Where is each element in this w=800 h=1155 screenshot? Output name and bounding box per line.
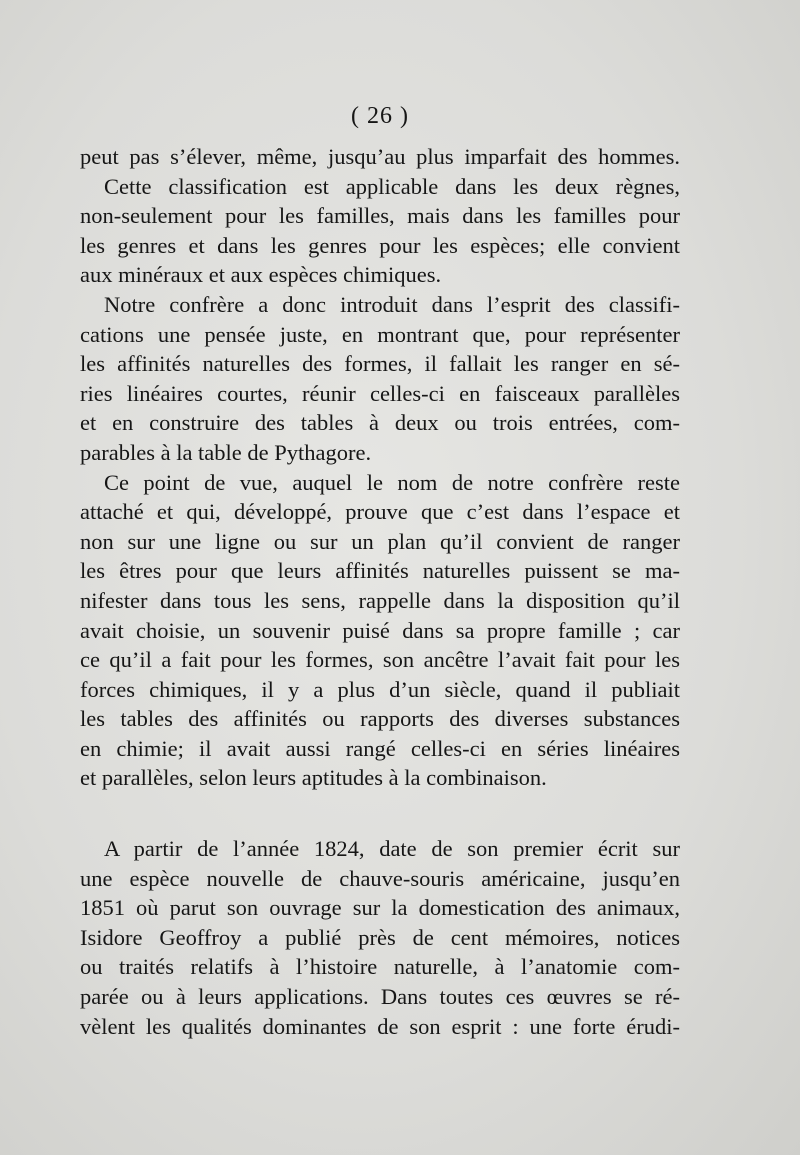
- text-line: ou traités relatifs à l’histoire naturelle, à l’anatomie com-: [80, 954, 680, 980]
- text-line: les affinités naturelles des formes, il fallait les ranger en sé-: [80, 351, 680, 377]
- text-block-1: [80, 142, 680, 793]
- text-line: non-seulement pour les familles, mais dans les familles pour: [80, 203, 680, 229]
- text-line: parables à la table de Pythagore.: [80, 439, 372, 465]
- text-line: Cette classification est applicable dans les deux règnes,: [104, 173, 680, 199]
- text-line: et en construire des tables à deux ou trois entrées, com-: [80, 410, 680, 436]
- page-number: ( 26 ): [351, 103, 409, 129]
- text-line: A partir de l’année 1824, date de son premier écrit sur: [104, 836, 680, 861]
- text-line: 1851 où parut son ouvrage sur la domestication des animaux,: [80, 895, 680, 921]
- text-line: les tables des affinités ou rapports des diverses substances: [80, 706, 680, 732]
- text-line: Notre confrère a donc introduit dans l’esprit des classifi-: [104, 291, 680, 317]
- text-line: et parallèles, selon leurs aptitudes à la combinaison.: [80, 765, 547, 791]
- text-line: nifester dans tous les sens, rappelle dans la disposition qu’il: [80, 587, 680, 613]
- text-line: vèlent les qualités dominantes de son esprit : une forte érudi-: [80, 1013, 680, 1039]
- text-line: Ce point de vue, auquel le nom de notre confrère reste: [104, 469, 680, 495]
- text-line: attaché et qui, développé, prouve que c’est dans l’espace et: [80, 499, 680, 525]
- text-line: ce qu’il a fait pour les formes, son ancêtre l’avait fait pour les: [80, 647, 680, 673]
- text-line: Isidore Geoffroy a publié près de cent mémoires, notices: [80, 924, 680, 950]
- text-line: en chimie; il avait aussi rangé celles-ci en séries linéaires: [80, 735, 680, 761]
- text-line: peut pas s’élever, même, jusqu’au plus imparfait des hommes.: [80, 144, 680, 169]
- text-line: aux minéraux et aux espèces chimiques.: [80, 262, 442, 288]
- text-line: non sur une ligne ou sur un plan qu’il convient de ranger: [80, 528, 680, 554]
- text-line: les genres et dans les genres pour les espèces; elle convient: [80, 232, 680, 258]
- text-block-2: [80, 834, 680, 1041]
- text-line: ries linéaires courtes, réunir celles-ci en faisceaux parallèles: [80, 380, 680, 406]
- text-line: les êtres pour que leurs affinités naturelles puissent se ma-: [80, 558, 680, 584]
- text-line: cations une pensée juste, en montrant que, pour représenter: [80, 321, 680, 347]
- text-line: forces chimiques, il y a plus d’un siècle, quand il publiait: [80, 676, 680, 702]
- text-line: une espèce nouvelle de chauve-souris américaine, jusqu’en: [80, 865, 680, 891]
- text-line: avait choisie, un souvenir puisé dans sa propre famille ; car: [80, 617, 680, 643]
- text-line: parée ou à leurs applications. Dans toutes ces œuvres se ré-: [80, 983, 680, 1009]
